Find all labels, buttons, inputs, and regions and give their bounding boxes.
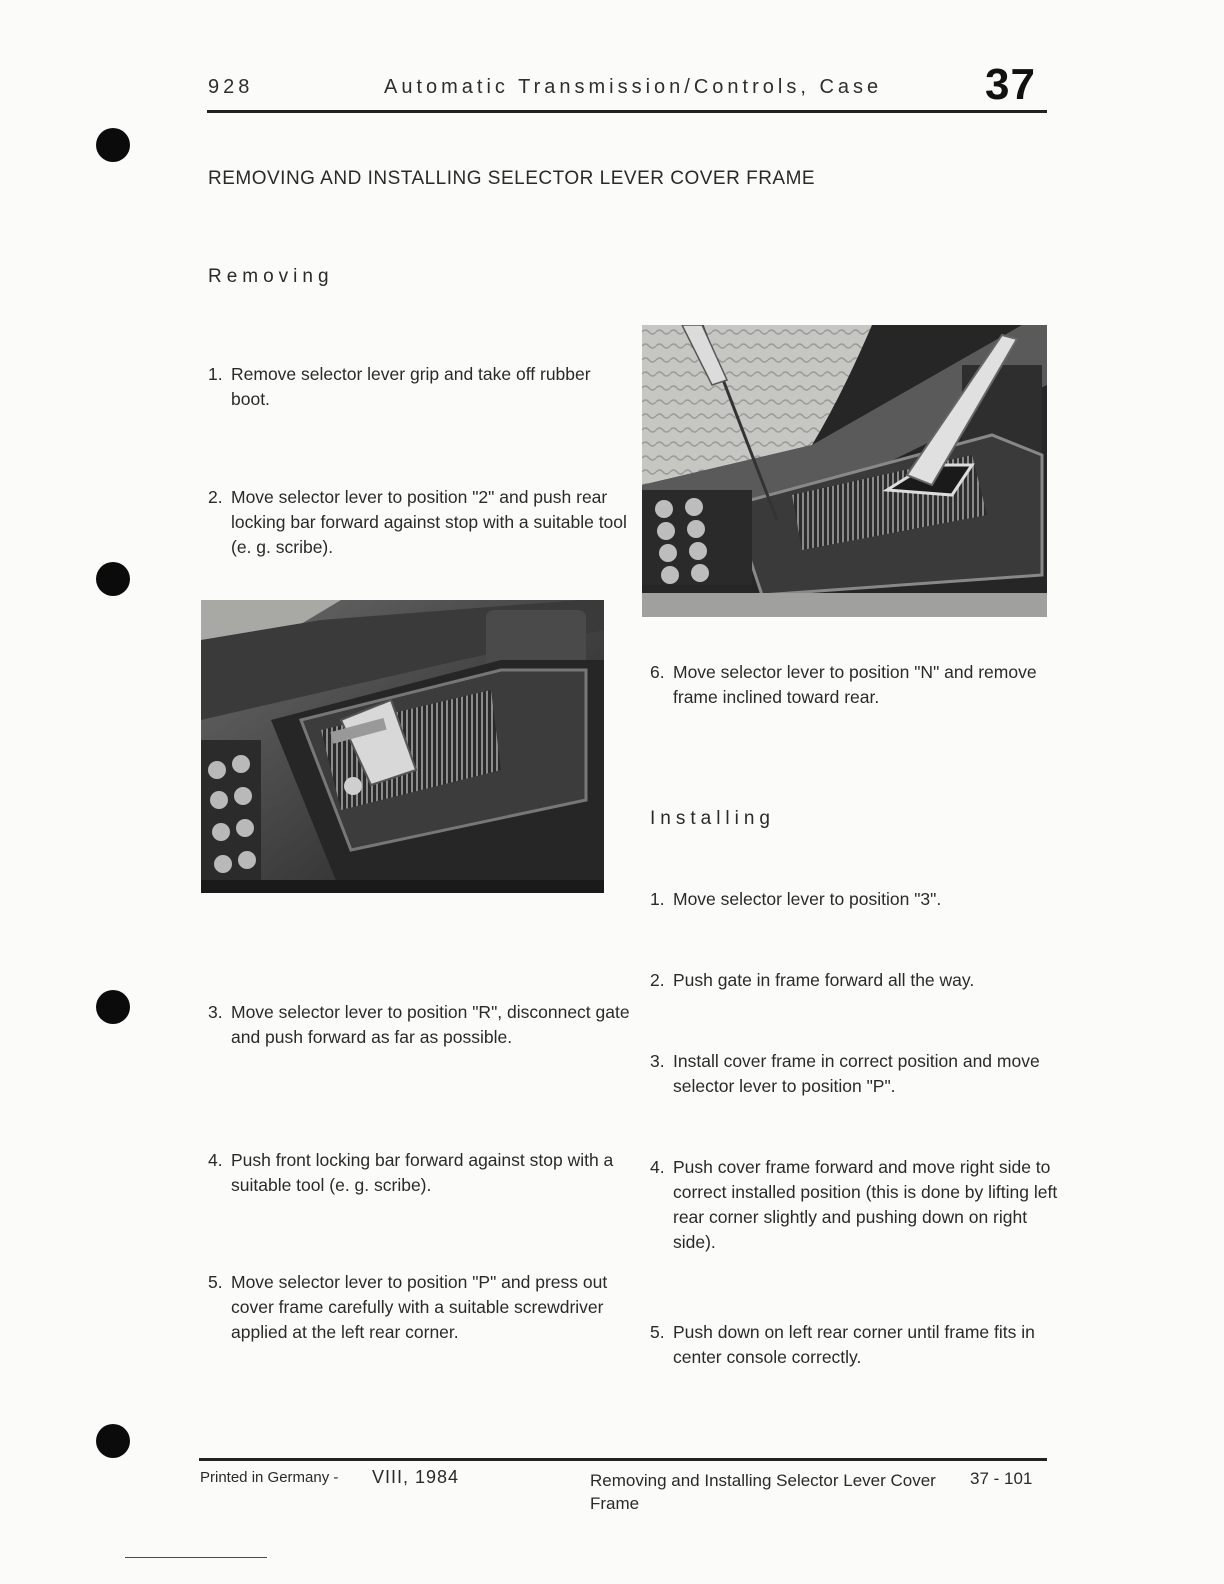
removing-step-4 bbox=[208, 1148, 641, 1198]
installing-step-4 bbox=[650, 1155, 1068, 1255]
step-text: Install cover frame in correct position and move selector lever to position "P". bbox=[673, 1051, 1040, 1096]
removing-step-6 bbox=[650, 660, 1063, 710]
installing-step-2 bbox=[650, 968, 1068, 993]
step-number: 3. bbox=[650, 1051, 665, 1071]
step-number: 2. bbox=[208, 487, 223, 507]
section-title: Automatic Transmission/Controls, Case bbox=[384, 76, 883, 98]
binder-hole-2 bbox=[96, 562, 130, 596]
step-number: 4. bbox=[208, 1150, 223, 1170]
header-rule bbox=[207, 110, 1047, 113]
step-number: 2. bbox=[650, 970, 665, 990]
footer-page-title: Removing and Installing Selector Lever Cover Frame bbox=[590, 1471, 936, 1513]
step-number: 1. bbox=[208, 364, 223, 384]
step-number: 5. bbox=[208, 1272, 223, 1292]
footer-rule bbox=[199, 1458, 1047, 1461]
installing-step-5 bbox=[650, 1320, 1078, 1370]
photo-console-gear-selector-left bbox=[201, 600, 604, 893]
step-text: Move selector lever to position "R", disconnect gate and push forward as far as possible. bbox=[231, 1002, 630, 1047]
binder-hole-1 bbox=[96, 128, 130, 162]
step-text: Push front locking bar forward against stop with a suitable tool (e. g. scribe). bbox=[231, 1150, 614, 1195]
binder-hole-4 bbox=[96, 1424, 130, 1458]
step-number: 5. bbox=[650, 1322, 665, 1342]
photo-console-scribe-tool-right bbox=[642, 325, 1047, 617]
removing-step-3 bbox=[208, 1000, 631, 1050]
step-number: 1. bbox=[650, 889, 665, 909]
removing-step-2 bbox=[208, 485, 636, 560]
bottom-link-rule bbox=[125, 1557, 267, 1558]
model-number: 928 bbox=[208, 76, 254, 98]
step-number: 3. bbox=[208, 1002, 223, 1022]
printed-in: Printed in Germany - bbox=[200, 1469, 339, 1486]
step-text: Move selector lever to position "2" and push rear locking bar forward against stop with a suitable tool (e. g. scribe). bbox=[231, 487, 627, 557]
step-text: Move selector lever to position "3". bbox=[673, 889, 942, 909]
chapter-number: 37 bbox=[985, 60, 1036, 109]
step-text: Push cover frame forward and move right side to correct installed position (this is done by lifting left rear corner slightly and pushing down on right side). bbox=[673, 1157, 1058, 1252]
installing-step-1 bbox=[650, 887, 1068, 912]
step-text: Push gate in frame forward all the way. bbox=[673, 970, 975, 990]
step-text: Remove selector lever grip and take off rubber boot. bbox=[231, 364, 591, 409]
step-number: 4. bbox=[650, 1157, 665, 1177]
step-text: Move selector lever to position "P" and press out cover frame carefully with a suitable screwdriver applied at the left rear corner. bbox=[231, 1272, 608, 1342]
step-text: Move selector lever to position "N" and remove frame inclined toward rear. bbox=[673, 662, 1037, 707]
removing-heading: Removing bbox=[208, 266, 334, 287]
step-text: Push down on left rear corner until frame fits in center console correctly. bbox=[673, 1322, 1035, 1367]
page-title: REMOVING AND INSTALLING SELECTOR LEVER COVER FRAME bbox=[208, 168, 816, 189]
installing-step-3 bbox=[650, 1049, 1073, 1099]
installing-heading: Installing bbox=[650, 808, 775, 829]
binder-hole-3 bbox=[96, 990, 130, 1024]
page-number: 37 - 101 bbox=[970, 1469, 1033, 1488]
removing-step-1 bbox=[208, 362, 626, 412]
step-number: 6. bbox=[650, 662, 665, 682]
removing-step-5 bbox=[208, 1270, 631, 1345]
print-date: VIII, 1984 bbox=[372, 1467, 460, 1487]
